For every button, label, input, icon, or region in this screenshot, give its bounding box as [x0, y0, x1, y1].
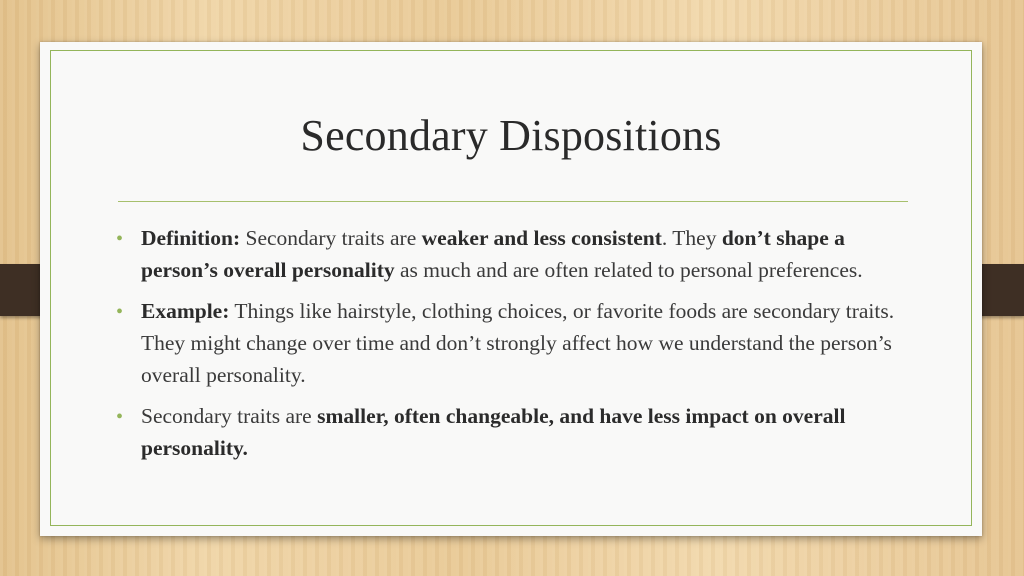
bullet-text-segment: weaker and less consistent	[421, 226, 662, 250]
bullet-text-segment: Example:	[141, 299, 230, 323]
bullet-text-segment: Secondary traits are	[141, 404, 318, 428]
bullet-text-segment: Definition:	[141, 226, 241, 250]
bullet-text-segment: Things like hairstyle, clothing choices, or favorite foods are secondary traits. They might change over time and don’t strongly affect how we understand the person’s overall personality.	[141, 299, 895, 387]
bullet-text-segment: . They	[661, 226, 722, 250]
slide-title: Secondary Dispositions	[300, 111, 722, 160]
bullet-dot-icon: •	[116, 228, 124, 250]
title-divider	[118, 201, 908, 202]
bullet-dot-icon: •	[116, 301, 124, 323]
bullet-item-definition	[116, 222, 904, 286]
slide-card	[40, 42, 982, 536]
bullet-item-summary	[116, 400, 904, 464]
bullet-item-example	[116, 295, 904, 391]
bullet-text-segment: as much and are often related to personal preferences.	[394, 258, 863, 282]
bullet-text-segment: don’t shape a person’s overall personality	[141, 226, 845, 282]
bullet-text-segment: smaller, often changeable, and have less impact on overall personality.	[141, 404, 846, 460]
bullet-dot-icon: •	[116, 406, 124, 428]
bullet-text-segment: Secondary traits are	[240, 226, 422, 250]
bullet-list	[116, 222, 904, 473]
